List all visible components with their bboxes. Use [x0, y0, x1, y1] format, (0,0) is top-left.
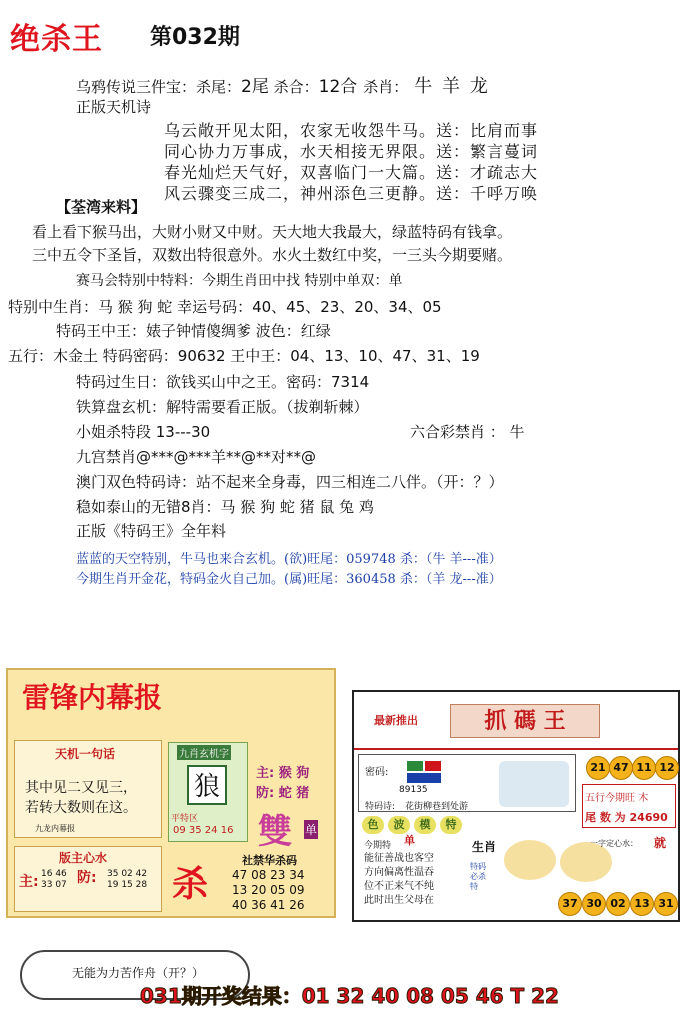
tail-label-text: 尾 数 为 — [585, 811, 626, 824]
zhu-label — [256, 762, 309, 781]
poem-line: 乌云敞开见太阳，农家无收怨牛马。送：比肩而事 — [164, 121, 539, 140]
page-title: 绝杀王 — [10, 22, 103, 57]
poem-title: 正版天机诗 — [76, 98, 152, 116]
bottom-ball: 37 — [558, 892, 582, 916]
wuxing-label — [585, 789, 648, 804]
code-label: 特码诗: — [365, 802, 396, 812]
ban-fang: 防: — [77, 870, 97, 886]
tail-val: 24690 — [629, 811, 668, 824]
crow-mid: 杀合： — [268, 78, 319, 96]
taishan-line: 稳如泰山的无错8肖：马 猴 狗 蛇 猪 鼠 兔 鸡 — [76, 498, 374, 516]
zhuama-panel — [352, 690, 680, 922]
ling-title: 九肖玄机字 — [177, 745, 231, 760]
she-row: 40 36 41 26 — [232, 898, 305, 912]
top-ball: 21 — [586, 756, 610, 780]
bottom-ball: 02 — [606, 892, 630, 916]
leifeng-title: 雷锋内幕报 — [22, 681, 163, 714]
zhu-label-text: 主: — [256, 766, 275, 781]
tianji-title: 天机一句话 — [55, 747, 116, 761]
code-val: 花街柳巷到处游 — [405, 802, 469, 812]
fang-label-text: 防: — [256, 786, 275, 801]
ban-zhu: 主: — [19, 874, 39, 890]
source-line: 三中五令下圣旨，双数出特很意外。水火土数红中奖，一三头今期要赌。 — [32, 246, 513, 264]
king-line: 特码王中王：婊子钟情傻绸爹 波色：红绿 — [56, 322, 331, 340]
yizi-label: 一字定心水： — [590, 839, 638, 848]
char-badge: 色 — [362, 816, 384, 834]
ban-title: 版主心水 — [59, 851, 108, 865]
top-ball: 12 — [655, 756, 679, 780]
poem-line: 春光灿烂天气好，双喜临门一大篇。送：才疏志大 — [164, 163, 539, 182]
tianji-text: 若转大数则在这。 — [25, 800, 137, 816]
zhuama-poem-line: 位不正来气不纯 — [364, 881, 434, 892]
monkey-illustration — [504, 840, 556, 880]
five-elements-line: 五行：木金土 特码密码：90632 王中王：04、13、10、47、31、19 — [8, 347, 480, 365]
shuang-char: 雙 — [258, 812, 292, 852]
dan-char: 单 — [304, 820, 318, 839]
pingte-nums: 09 35 24 16 — [173, 825, 234, 836]
she-title: 社禁华杀码 — [242, 854, 297, 867]
blue-line: 今期生肖开金花，特码金火自己加。(属)旺尾：360458 杀：（羊 龙---准） — [76, 572, 502, 587]
zhu-vals: 猴 狗 — [278, 766, 310, 781]
shengxiao-sub: 特码必杀特 — [470, 862, 486, 891]
char-badge: 波 — [388, 816, 410, 834]
wuxing-label-text: 五行今期旺 — [585, 793, 635, 804]
crow-prefix: 乌鸦传说三件宝：杀尾： — [76, 78, 242, 96]
ban-nums-b: 35 02 42 19 15 28 — [107, 869, 148, 890]
fang-vals: 蛇 猪 — [278, 786, 310, 801]
bottom-ball: 30 — [582, 892, 606, 916]
horse-illustration — [499, 761, 569, 807]
wuxing-box — [582, 784, 676, 828]
tianji-box — [14, 740, 162, 838]
sha-char: 杀 — [172, 864, 209, 905]
zhuama-header — [354, 692, 678, 750]
new-label: 最新推出 — [374, 714, 418, 727]
top-ball: 11 — [632, 756, 656, 780]
fang-label — [256, 782, 309, 801]
logo-icon — [407, 761, 441, 783]
dan-label: 单 — [404, 834, 415, 847]
pingte-label: 平特区 — [171, 814, 199, 824]
zhuama-title: 抓 碼 王 — [450, 704, 600, 738]
password-box — [358, 754, 576, 812]
char-badge: 特 — [440, 816, 462, 834]
zhuama-poem — [364, 852, 434, 908]
bottom-ball: 13 — [630, 892, 654, 916]
tianji-text: 其中见二又见三， — [25, 780, 137, 796]
jinqi-label: 今期特 — [364, 841, 392, 851]
source-line: 看上看下猴马出，大财小财又中财。天大地大我最大，绿蓝特码有钱拿。 — [32, 223, 513, 241]
miss-line: 小姐杀特段 13---30 — [76, 423, 211, 441]
yizi-val: 就 — [654, 836, 667, 850]
bottom-ball: 31 — [654, 892, 678, 916]
poem-line: 同心协力万事成，水天相接无界限。送：繁言蔓词 — [164, 142, 539, 161]
abacus-line: 铁算盘玄机：解特需要看正版。（拔剃斩棘） — [76, 398, 369, 416]
issue-number: 第032期 — [150, 25, 240, 50]
top-ball: 47 — [609, 756, 633, 780]
horse-line: 赛马会特别中特料：今期生肖田中找 特别中单双：单 — [76, 273, 403, 289]
liuhe-line: 六合彩禁肖 ： 牛 — [410, 423, 525, 441]
macau-line: 澳门双色特码诗：站不起来全身毒，四三相连二八伴。（开：？） — [76, 473, 504, 491]
poem-line: 风云骤变三成二，神州添色三更静。送：千呼万唤 — [164, 184, 539, 203]
ban-nums-a: 16 46 33 07 — [41, 869, 67, 890]
tail-label — [585, 809, 668, 825]
draw-result: 031期开奖结果：01 32 40 08 05 46 T 22 — [140, 984, 559, 1008]
source-title: 【荃湾来料】 — [56, 198, 147, 216]
leifeng-panel — [6, 668, 336, 918]
kill-combo: 12合 — [318, 77, 358, 97]
year-line: 正版《特码王》全年料 — [76, 522, 227, 540]
kill-tail: 2尾 — [241, 77, 269, 97]
special-zodiac-line: 特别中生肖：马 猴 狗 蛇 幸运号码：40、45、23、20、34、05 — [8, 298, 442, 316]
shengxiao-title: 生肖 — [472, 840, 497, 854]
blue-line: 蓝蓝的天空特别，牛马也来合玄机。(欲)旺尾：059748 杀：（牛 羊---准） — [76, 552, 502, 567]
birthday-line: 特码过生日：欲钱买山中之王。密码：7314 — [76, 373, 370, 391]
nine-palace-line: 九宫禁肖@***@***羊**@**对**@ — [76, 448, 317, 466]
ling-char: 狼 — [187, 765, 227, 805]
ling-box — [168, 742, 248, 842]
ban-box — [14, 846, 162, 912]
cloud-text: 无能为力苦作舟（开？） — [72, 966, 205, 980]
she-row: 47 08 23 34 — [232, 868, 305, 882]
char-badge: 模 — [414, 816, 436, 834]
password-label: 密码: — [365, 767, 389, 778]
she-box — [230, 852, 330, 914]
she-row: 13 20 05 09 — [232, 883, 305, 897]
kill-zodiacs: 牛 羊 龙 — [414, 76, 490, 97]
zhuama-poem-line: 能征善战也客空 — [364, 853, 434, 864]
password-val: 89135 — [399, 785, 428, 795]
zhuama-poem-line: 此时出生父母在 — [364, 895, 434, 906]
kill-zodiac-label: 杀肖： — [363, 78, 409, 96]
crow-line — [76, 72, 490, 98]
zhuama-poem-line: 方向偏离性温吞 — [364, 867, 434, 878]
wuxing-val: 木 — [638, 793, 649, 804]
tianji-small: 九龙内幕报 — [35, 824, 75, 833]
